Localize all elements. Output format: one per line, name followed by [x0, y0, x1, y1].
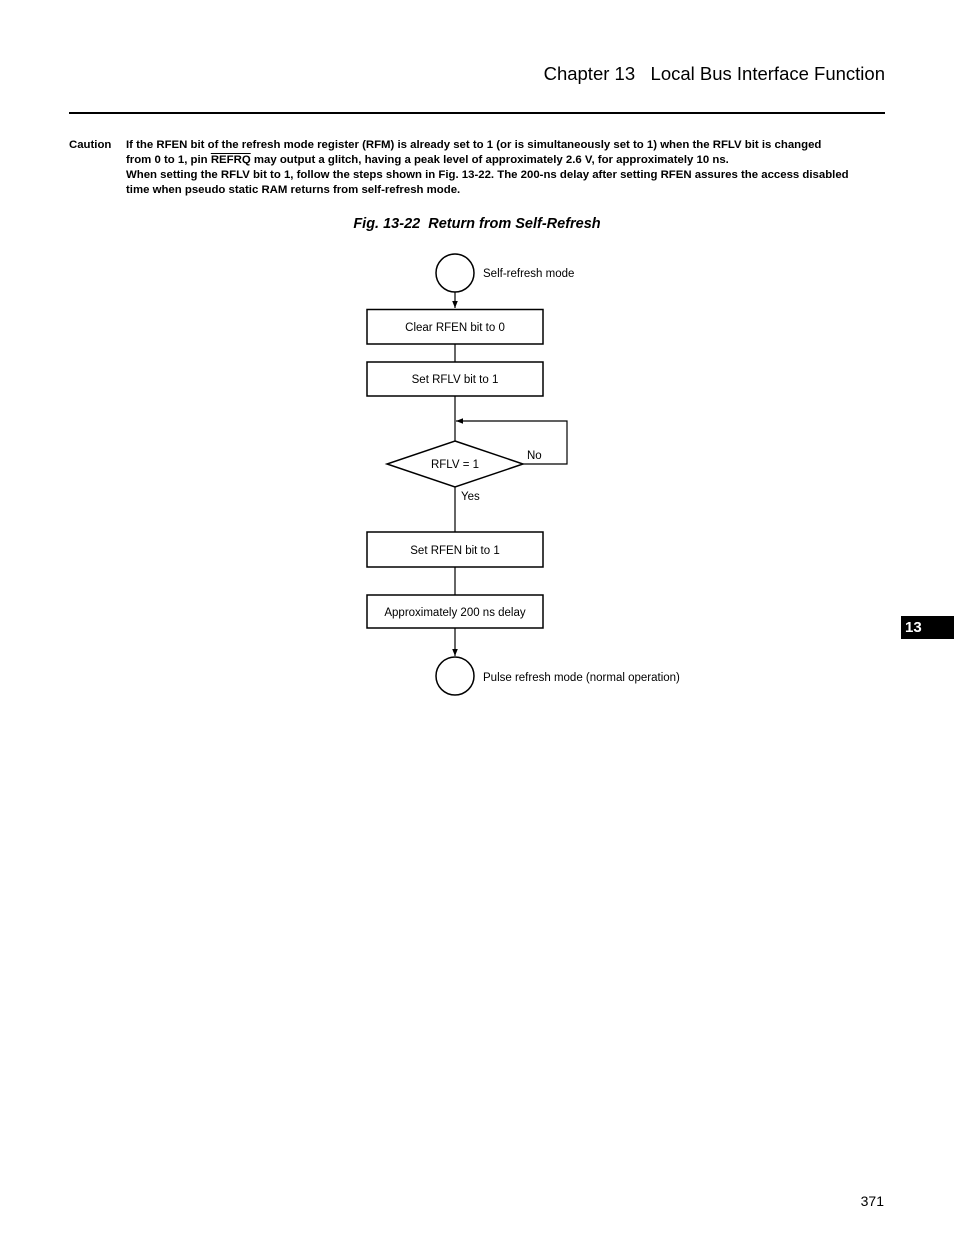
end-terminal	[436, 657, 474, 695]
caution-line-2-start: from 0 to 1, pin	[126, 154, 211, 166]
end-terminal-label: Pulse refresh mode (normal operation)	[483, 672, 680, 684]
no-branch-label: No	[527, 450, 542, 462]
step-set-rflv-label: Set RFLV bit to 1	[411, 374, 499, 386]
refrq-signal: REFRQ	[210, 154, 251, 166]
chapter-tab-marker: 13	[901, 616, 954, 639]
caution-line-2-end: may output a glitch, having a peak level of approximately 2.6 V, for approximately 10 ns.	[250, 154, 729, 166]
caution-line-1: If the RFEN bit of the refresh mode register (RFM) is already set to 1 (or is simultaneously set to 1) when the RFLV bit is changed	[126, 139, 822, 151]
yes-branch-label: Yes	[461, 491, 480, 503]
step-clear-rfen-label: Clear RFEN bit to 0	[405, 322, 505, 334]
step-delay-label: Approximately 200 ns delay	[384, 607, 526, 619]
caution-label: Caution	[69, 139, 112, 151]
step-set-rfen-label: Set RFEN bit to 1	[410, 545, 500, 557]
page-number: 371	[860, 1193, 884, 1209]
start-terminal	[436, 254, 474, 292]
figure-caption: Fig. 13-22 Return from Self-Refresh	[353, 216, 601, 232]
decision-label: RFLV = 1	[430, 459, 480, 471]
start-terminal-label: Self-refresh mode	[483, 268, 575, 280]
caution-line-4: time when pseudo static RAM returns from self-refresh mode.	[126, 184, 461, 196]
chapter-title: Chapter 13 Local Bus Interface Function	[543, 63, 885, 84]
caution-line-3: When setting the RFLV bit to 1, follow the steps shown in Fig. 13-22. The 200-ns delay after setting RFEN assures the access disabled	[126, 169, 849, 181]
